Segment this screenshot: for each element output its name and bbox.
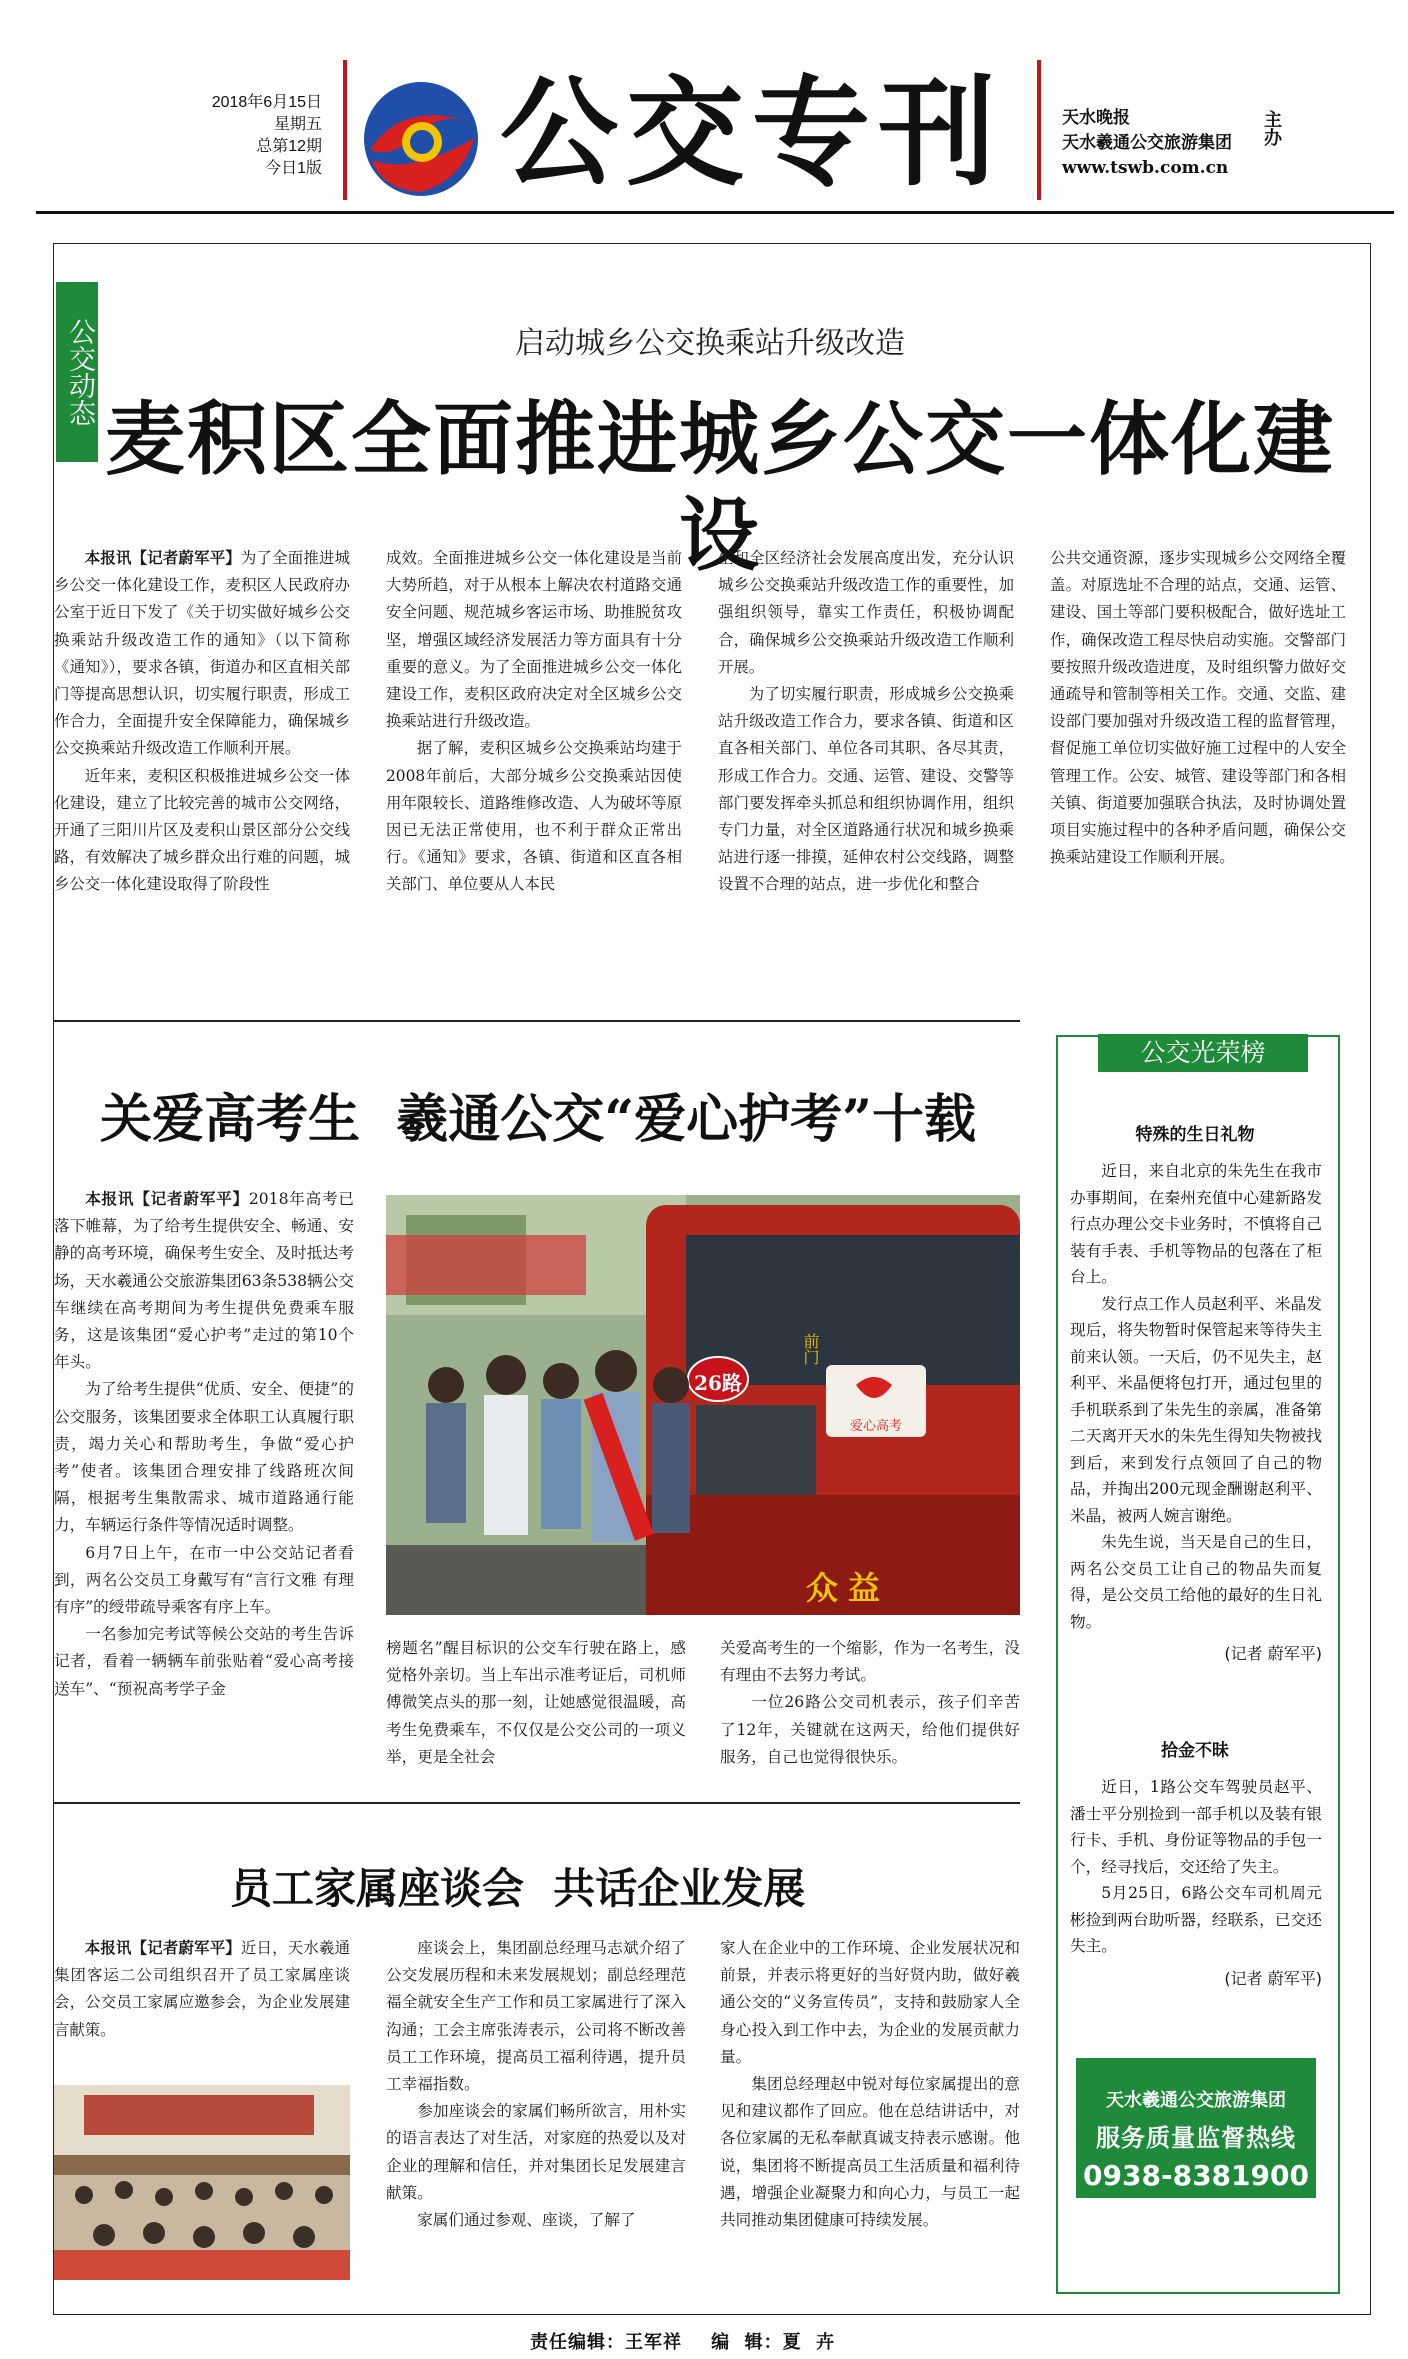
photo-sign-route: 26路 — [694, 1371, 742, 1395]
section2-col1-para4: 一名参加完考试等候公交站的考生告诉记者，看着一辆辆车前张贴着“爱心高考接送车”、“预祝高考学子金 — [54, 1625, 354, 1698]
section3-col3 — [720, 1935, 1020, 2280]
masthead — [0, 0, 1408, 212]
section1-col2-para: 成效。全面推进城乡公交一体化建设是当前大势所趋，对于从根本上解决农村道路交通安全问题、规范城乡客运市场、助推脱贫攻坚，增强区域经济发展活力等方面具有十分重要的意义。为了全面推进城乡公交一体化建设工作，麦积区政府决定对全区城乡公交换乘站进行升级改造。 — [386, 549, 682, 731]
story2-body — [1070, 1774, 1322, 1992]
section3-col1-text: 近日，天水羲通集团客运二公司组织召开了员工家属座谈会，公交员工家属应邀参会，为企业发展建言献策。 — [54, 1939, 350, 2039]
photo-exam-bus — [386, 1195, 1020, 1615]
story2-signature: (记者 蔚军平) — [1224, 1968, 1322, 1988]
section1-col1 — [54, 545, 350, 993]
section1-col2 — [386, 545, 682, 993]
service-hotline-box — [1076, 2058, 1316, 2198]
photo-family-meeting — [54, 2085, 350, 2280]
section2-col1 — [54, 1185, 354, 1775]
story2-para1: 近日，1路公交车驾驶员赵平、潘士平分别捡到一部手机以及装有银行卡、手机、身份证等物品的手包一个，经寻找后，交还给了失主。 — [1070, 1778, 1322, 1876]
section1-rule — [54, 1020, 1020, 1022]
section3-col1 — [54, 1935, 350, 2045]
section2-col2 — [386, 1635, 686, 1775]
hotline-title: 服务质量监督热线 — [1096, 2124, 1296, 2152]
sponsor-group: 天水羲通公交旅游集团 — [1062, 133, 1232, 153]
masthead-divider-left — [343, 60, 347, 200]
section2-col3-para2: 一位26路公交司机表示，孩子们辛苦了12年，关键就在这两天，给他们提供好服务，自己也觉得很快乐。 — [720, 1693, 1020, 1766]
section3-col1-para — [54, 1935, 350, 2044]
section2-rule — [54, 1802, 1020, 1804]
issue-number: 总第12期 — [256, 138, 322, 155]
story1-title: 特殊的生日礼物 — [1135, 1125, 1255, 1145]
photo-exam-bus-drawing — [386, 1195, 1020, 1615]
section1-lead: 本报讯【记者蔚军平】 — [84, 549, 241, 567]
section1-subtitle: 启动城乡公交换乘站升级改造 — [515, 326, 905, 361]
sponsor-role: 主办 — [1261, 110, 1282, 146]
masthead-title: 公交专刊 — [500, 63, 1005, 202]
section2-col1-text: 2018年高考已落下帷幕，为了给考生提供安全、畅通、安静的高考环境，确保考生安全、及时抵达考场，天水羲通公交旅游集团63条538辆公交车继续在高考期间为考生提供免费乘车服务，这是该集团“爱心护考”走过的第10个年头。 — [54, 1190, 354, 1372]
bus-company-logo — [362, 80, 480, 198]
section1-col3-para2: 为了切实履行职责，形成城乡公交换乘站升级改造工作合力，要求各镇、街道和区直各相关部门、单位各司其职、各尽其责，形成工作合力。交通、运管、建设、交警等部门要发挥牵头抓总和组织协调作用，组织专门力量，对全区道路通行状况和城乡换乘站进行逐一排摸，延伸农村公交线路，调整设置不合理的站点，进一步优化和整合 — [718, 685, 1014, 894]
story2-title: 拾金不昧 — [1161, 1741, 1229, 1761]
section1-col2-para2: 据了解，麦积区城乡公交换乘站均建于2008年前后，大部分城乡公交换乘站因使用年限较长、道路维修改造、人为破坏等原因已无法正常使用，也不利于群众正常出行。《通知》要求，各镇、街道和区直各相关部门、单位要从人本民 — [386, 739, 682, 894]
issue-weekday: 星期五 — [273, 116, 322, 133]
section2-col1-para1 — [54, 1185, 354, 1376]
section1-col1-para2: 近年来，麦积区积极推进城乡公交一体化建设，建立了比较完善的城市公交网络，开通了三阳川片区及麦积山景区部分公交线路，有效解决了城乡群众出行难的问题，城乡公交一体化建设取得了阶段性 — [54, 766, 350, 894]
section2-col3 — [720, 1635, 1020, 1775]
section1-col3 — [718, 545, 1014, 993]
photo-sign-frontdoor: 前门 — [801, 1333, 820, 1365]
section3-headline: 员工家属座谈会 共话企业发展 — [230, 1864, 806, 1913]
section3-col2-para1: 座谈会上，集团副总经理马志斌介绍了公交发展历程和未来发展规划；副总经理范福全就安全生产工作和员工家属进行了深入沟通；工会主席张涛表示，公司将不断改善员工工作环境，提高员工福利待遇，提升员工幸福指数。 — [386, 1939, 686, 2094]
section2-lead: 本报讯【记者蔚军平】 — [85, 1189, 249, 1208]
section3-col3-para2: 集团总经理赵中锐对每位家属提出的意见和建议都作了回应。他在总结讲话中，对各位家属的无私奉献真诚支持表示感谢。他说，集团将不断提高员工生活质量和福利待遇，增强企业凝聚力和向心力，与员工一起共同推动集团健康可持续发展。 — [720, 2075, 1020, 2230]
issue-pages: 今日1版 — [265, 160, 322, 177]
issue-date: 2018年6月15日 — [211, 94, 322, 111]
section1-col4-para: 公共交通资源，逐步实现城乡公交网络全覆盖。对原选址不合理的站点，交通、运管、建设、国土等部门要积极配合，做好选址工作，确保改造工程尽快启动实施。交警部门要按照升级改造进度，及时组织警力做好交通疏导和管制等相关工作。交通、交监、建设部门要加强对升级改造工程的监督管理，督促施工单位切实做好施工过程中的人安全管理工作。公安、城管、建设等部门和各相关镇、街道要加强联合执法，及时协调处置项目实施过程中的各种矛盾问题，确保公交换乘站建设工作顺利开展。 — [1050, 549, 1346, 867]
section3-col2-para3: 家属们通过参观、座谈，了解了 — [417, 2211, 636, 2230]
editor-credits: 责任编辑：王军祥 编 辑：夏 卉 — [530, 2332, 836, 2353]
section1-col1-text: 为了全面推进城乡公交一体化建设工作，麦积区人民政府办公室于近日下发了《关于切实做好城乡公交换乘站升级改造工作的通知》（以下简称《通知》），要求各镇，街道办和区直相关部门等提高思想认识，切实履行职责，形成工作合力，全面提升安全保障能力，确保城乡公交换乘站升级改造工作顺利开展。 — [54, 549, 350, 758]
section2-col3-para: 关爱高考生的一个缩影，作为一名考生，没有理由不去努力考试。 — [720, 1639, 1020, 1685]
section3-col2 — [386, 1935, 686, 2280]
section3-col3-para1: 家人在企业中的工作环境、企业发展状况和前景，并表示将更好的当好贤内助，做好羲通公交的“义务宣传员”，支持和鼓励家人全身心投入到工作中去，为企业的发展贡献力量。 — [720, 1939, 1020, 2066]
hotline-org: 天水羲通公交旅游集团 — [1106, 2090, 1286, 2111]
section3-lead: 本报讯【记者蔚军平】 — [84, 1939, 241, 1957]
section3-col2-para2: 参加座谈会的家属们畅所欲言，用朴实的语言表达了对生活，对家庭的热爱以及对企业的理解和信任，并对集团长足发展建言献策。 — [386, 2102, 686, 2202]
story1-para3: 朱先生说，当天是自己的生日，两名公交员工让自己的物品失而复得，是公交员工给他的最好的生日礼物。 — [1070, 1533, 1322, 1631]
story1-para1: 近日，来自北京的朱先生在我市办事期间，在秦州充值中心建新路发行点办理公交卡业务时，不慎将自己装有手表、手机等物品的包落在了柜台上。 — [1070, 1162, 1322, 1286]
story1-body — [1070, 1158, 1322, 1668]
issue-meta — [170, 92, 322, 180]
story1-signature: (记者 蔚军平) — [1224, 1644, 1322, 1663]
section2-col1-para3: 6月7日上午，在市一中公交站记者看到，两名公交员工身戴写有“言行文雅 有理有序”的绶带疏导乘客有序上车。 — [54, 1543, 354, 1617]
section1-col3-para: 生和全区经济社会发展高度出发，充分认识城乡公交换乘站升级改造工作的重要性，加强组织领导，靠实工作责任，积极协调配合，确保城乡公交换乘站升级改造工作顺利开展。 — [718, 549, 1014, 676]
story1-para2: 发行点工作人员赵利平、米晶发现后，将失物暂时保管起来等待失主前来认领。一天后，仍不见失主，赵利平、米晶便将包打开，通过包里的手机联系到了朱先生的亲属，准备第二天离开天水的朱先生得知失物被找到后，来到发行点领回了自己的物品，并掏出200元现金酬谢赵利平、米晶，被两人婉言谢绝。 — [1070, 1294, 1322, 1525]
section-tag-news: 公交动态 — [56, 282, 98, 462]
section1-col1-para — [54, 545, 350, 763]
photo-sign-brand: 众益 — [806, 1569, 891, 1607]
section2-col2-para: 榜题名”醒目标识的公交车行驶在路上，感觉格外亲切。当上车出示准考证后，司机师傅微笑点头的那一刻，让她感觉很温暖，高考生免费乘车，不仅仅是公交公司的一项义举，更是全社会 — [386, 1639, 686, 1766]
photo-sign-love-exam: 爱心高考 — [849, 1419, 902, 1434]
section1-col4 — [1050, 545, 1346, 993]
story2-para2: 5月25日，6路公交车司机周元彬捡到两台助听器，经联系，已交还失主。 — [1070, 1884, 1322, 1955]
section2-col1-para2: 为了给考生提供“优质、安全、便捷”的公交服务，该集团要求全体职工认真履行职责，竭力关心和帮助考生，争做“爱心护考”使者。该集团合理安排了线路班次间隔，根据考生集散需求、城市道路通行能力，车辆运行条件等情况适时调整。 — [54, 1380, 354, 1535]
sponsor-newspaper: 天水晚报 — [1062, 108, 1130, 128]
sponsor-block — [1062, 106, 1272, 181]
honor-roll-label: 公交光荣榜 — [1098, 1034, 1308, 1072]
hotline-number: 0938-8381900 — [1083, 2159, 1309, 2192]
section1-headline: 麦积区全面推进城乡公交一体化建设 — [105, 393, 1335, 582]
photo-family-meeting-drawing — [54, 2085, 350, 2280]
masthead-rule — [36, 211, 1394, 214]
section2-headline: 关爱高考生 羲通公交“爱心护考”十载 — [100, 1089, 977, 1150]
masthead-divider-right — [1037, 60, 1041, 200]
sponsor-website: www.tswb.com.cn — [1062, 158, 1229, 178]
